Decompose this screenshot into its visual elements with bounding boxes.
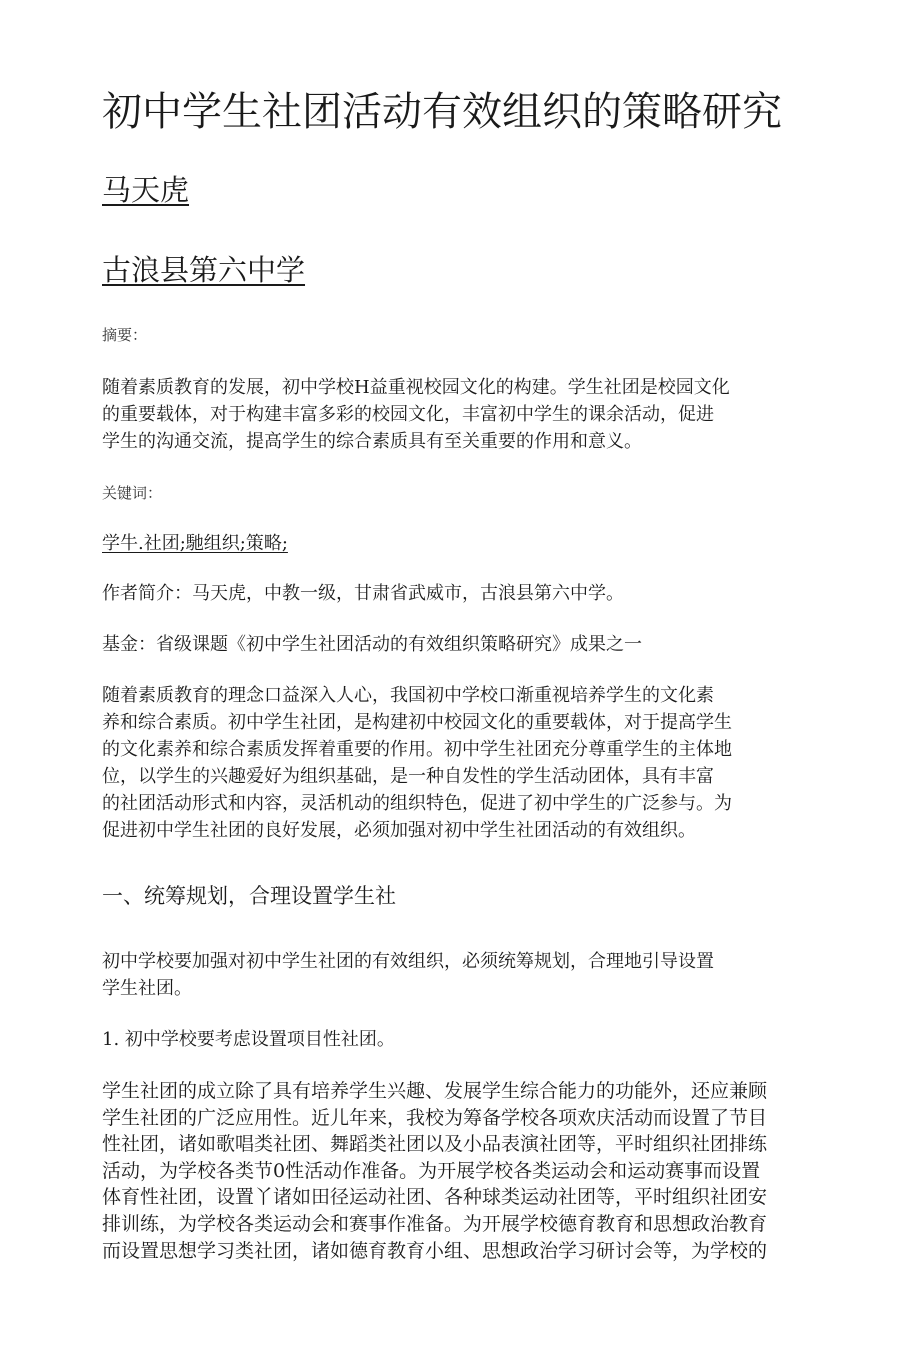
paper-title: 初中学生社团活动有效组织的策略研究	[102, 89, 782, 135]
abstract-label: 摘要：	[102, 326, 148, 344]
section-line: 学生社团。	[102, 978, 192, 999]
section-line: 初中学校要加强对初中学生社团的有效组织，必须统筹规划，合理地引导设置	[102, 951, 714, 972]
abstract-paragraph	[102, 374, 730, 455]
intro-line: 位，以学生的兴趣爱好为组织基础，是一种自发性的学生活动团体，具有丰富	[102, 766, 714, 787]
abstract-line: 学生的沟通交流，提高学生的综合素质具有至关重要的作用和意义。	[102, 431, 642, 452]
item-line: 学生社团的成立除了具有培养学生兴趣、发展学生综合能力的功能外，还应兼顾	[102, 1080, 768, 1102]
item-paragraph	[102, 1078, 767, 1264]
author-name: 马天虎	[102, 173, 190, 207]
item-line: 学生社团的广泛应用性。近儿年来，我校为筹备学校各项欢庆活动而设置了节目	[102, 1106, 768, 1129]
section-heading: 一、统筹规划，合理设置学生社	[102, 884, 396, 908]
item-line: 体育性社团，设置丫诸如田径运动社团、各种球类运动社团等，平时组织社团安	[102, 1186, 768, 1209]
intro-paragraph	[102, 682, 732, 844]
intro-line: 的社团活动形式和内容，灵活机动的组织特色，促进了初中学生的广泛参与。为	[102, 793, 732, 814]
fund-note: 基金：省级课题《初中学生社团活动的有效组织策略研究》成果之一	[102, 634, 642, 655]
intro-line: 养和综合素质。初中学生社团，是构建初中校园文化的重要载体，对于提高学生	[102, 712, 732, 733]
intro-line: 促进初中学生社团的良好发展，必须加强对初中学生社团活动的有效组织。	[102, 820, 696, 841]
subsection-heading: 1. 初中学校要考虑设置项目性社团。	[102, 1029, 395, 1050]
item-line: 排训练，为学校各类运动会和赛事作准备。为开展学校德育教育和思想政治教育	[102, 1212, 768, 1235]
item-line: 性社团，诸如歌唱类社团、舞蹈类社团以及小品表演社团等，平时组织社团排练	[102, 1133, 768, 1156]
intro-line: 的文化素养和综合素质发挥着重要的作用。初中学生社团充分尊重学生的主体地	[102, 739, 732, 760]
abstract-line: 的重要载体，对于构建丰富多彩的校园文化，丰富初中学生的课余活动，促进	[102, 404, 714, 425]
section-paragraph	[102, 948, 714, 1002]
abstract-line: 随着素质教育的发展，初中学校H益重视校园文化的构建。学生社团是校园文化	[102, 377, 730, 398]
item-line: 而设置思想学习类社团，诸如德育教育小组、思想政治学习研讨会等，为学校的	[102, 1239, 768, 1262]
author-intro: 作者简介：马天虎，中教一级，甘肃省武威市，古浪县第六中学。	[102, 583, 624, 604]
keywords-label: 关键词：	[102, 484, 163, 502]
item-line: 活动，为学校各类节0性活动作准备。为开展学校各类运动会和运动赛事而设置	[102, 1159, 761, 1182]
author-affiliation: 古浪县第六中学	[102, 253, 306, 287]
intro-line: 随着素质教育的理念口益深入人心，我国初中学校口渐重视培养学生的文化素	[102, 685, 714, 706]
keywords-list: 学牛.社团;馳组织;策略;	[102, 533, 288, 554]
